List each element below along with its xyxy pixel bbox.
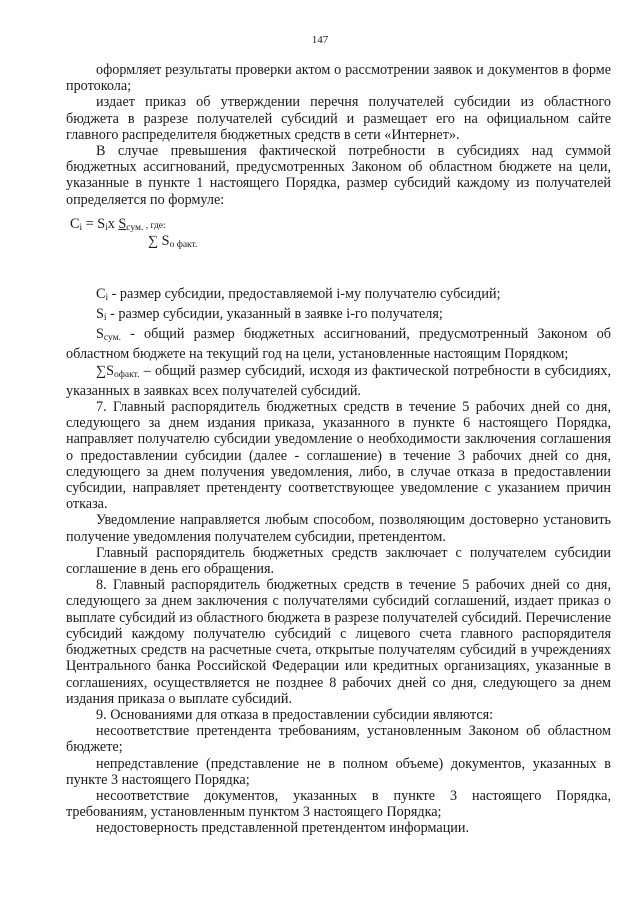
- definition-c: $C_i$ - размер субсидии, предоставляемой i-му получателю субсидий;: [96, 285, 501, 303]
- definition-s: $S_i$ - размер субсидии, указанный в заявке i-го получателя;: [96, 306, 443, 324]
- formula-numerator: $S_{сум.}$: [118, 215, 144, 233]
- paragraph: оформляет результаты проверки актом о рассмотрении заявок и документов в форме протокола;: [66, 62, 611, 95]
- list-item: несоответствие документов, указанных в пункте 3 настоящего Порядка, требованиям, установленным пунктом 3 настоящего Порядка;: [66, 787, 611, 821]
- paragraph: Главный распорядитель бюджетных средств заключает с получателем субсидии соглашение в день его обращения.: [66, 544, 611, 578]
- paragraph: издает приказ об утверждении перечня получателей субсидии из областного бюджета в разрезе получателей субсидий и размещает его на официальном сайте главного распределителя бюджетных средств в сети «Интернет».: [66, 94, 611, 143]
- definition-ssum: $S_{сум.}$ - общий размер бюджетных ассигнований, предусмотренный Законом об областном бюджете на текущий год на цели, установленные настоящим Порядком;: [66, 326, 611, 363]
- list-item: несоответствие претендента требованиям, установленным Законом об областном бюджете;: [66, 723, 611, 756]
- paragraph-8: 8. Главный распорядитель бюджетных средств в течение 5 рабочих дней со дня, следующего за днем заключения с получателями субсидий соглашений, издает приказ о выплате субсидий из областного бюджета в разрезе получателей субсидий. Перечисление субсидий каждому получателю субсидий с лицевого счета главного распорядителя бюджетных средств на расчетные счета, открытые получателям субсидий в учреждениях Центрального банка Российской Федерации или кредитных организациях, указанные в соглашениях, осуществляется не позднее 8 рабочих дней со дня, следующего за днем издания приказа о выплате субсидий.: [66, 577, 611, 707]
- formula: [70, 216, 611, 260]
- paragraph: В случае превышения фактической потребности в субсидиях над суммой бюджетных ассигнований, предусмотренных Законом об областном бюджете на цели, указанные в пункте 1 настоящего Порядка, размер субсидий каждому из получателей определяется по формуле:: [66, 143, 611, 208]
- definition-sigma: $\sum S_{офакт.}$ – общий размер субсидий, исходя из фактической потребности в субсидиях, указанных в заявках всех получателей субсидий.: [66, 362, 611, 399]
- paragraph: Уведомление направляется любым способом, позволяющим достоверно установить получение уведомления получателем субсидии, претендентом.: [66, 512, 611, 545]
- document-body: [66, 62, 611, 837]
- list-item: недостоверность представленной претендентом информации.: [96, 820, 470, 837]
- paragraph-9: 9. Основаниями для отказа в предоставлении субсидии являются:: [96, 706, 494, 723]
- page-number: 147: [311, 34, 329, 46]
- paragraph-7: 7. Главный распорядитель бюджетных средств в течение 5 рабочих дней со дня, следующего за днем издания приказа, указанного в пункте 6 настоящего Порядка, направляет получателю субсидии уведомление о необходимости заключения соглашения о предоставлении субсидии (далее - соглашение) в течение 3 рабочих дней со дня, следующего за днем получения уведомления, либо, в случае отказа в предоставлении субсидии, направляет претенденту соответствующее уведомление с указанием причин отказа.: [66, 399, 611, 513]
- formula-numerator-line: $C_i = S_ix$ $S_{сум.}$ , где:: [70, 215, 166, 233]
- list-item: непредставление (представление не в полном объеме) документов, указанных в пункте 3 настоящего Порядка;: [66, 755, 611, 788]
- formula-denominator: ∑ $S_{о факт.}$: [148, 232, 198, 250]
